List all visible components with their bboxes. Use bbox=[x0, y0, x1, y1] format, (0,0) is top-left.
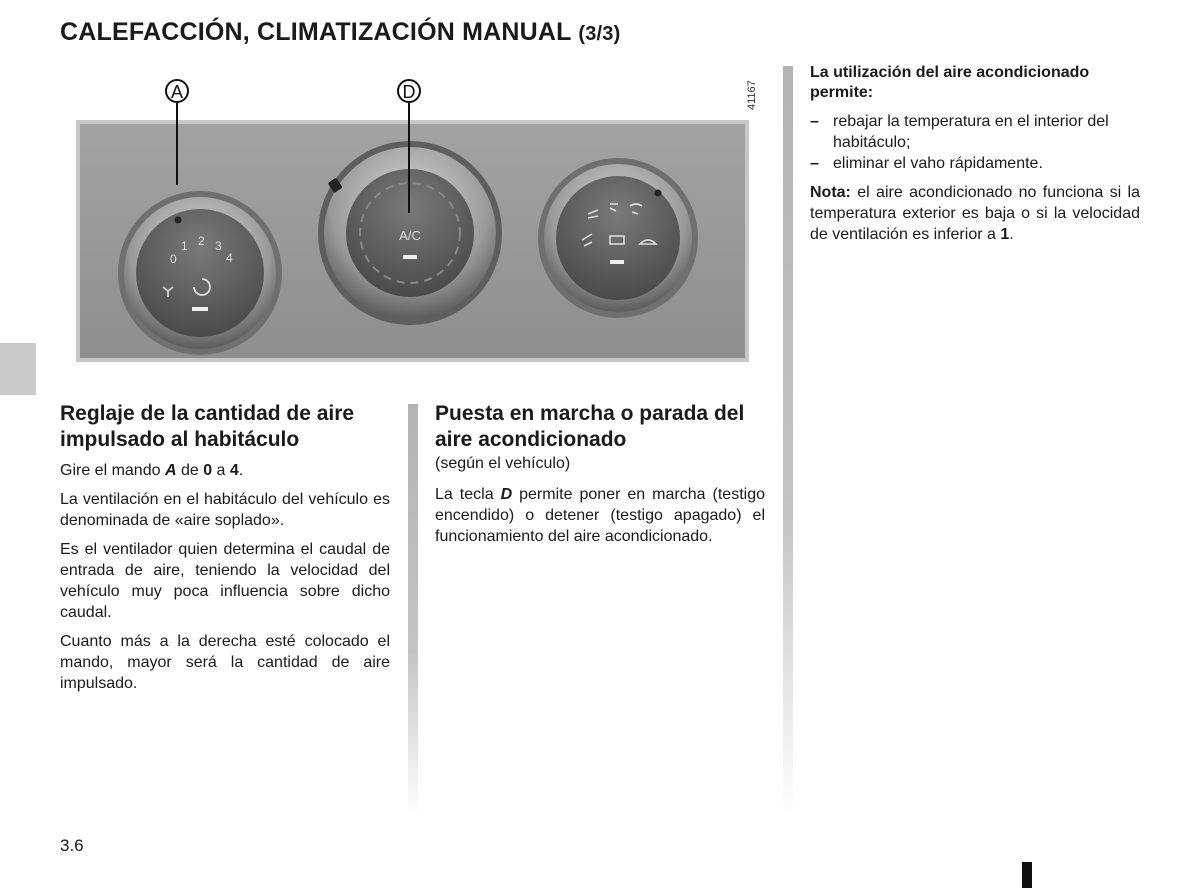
list-item: – rebajar la temperatura en el interior del habitáculo; bbox=[810, 111, 1140, 153]
knob-a-indicator bbox=[192, 307, 208, 311]
middle-column bbox=[435, 401, 765, 555]
control-panel-figure bbox=[60, 65, 765, 370]
knob-air-pointer bbox=[655, 190, 662, 197]
knob-a-scale-1: 1 bbox=[181, 239, 188, 253]
middle-heading: Puesta en marcha o parada del aire acondicionado bbox=[435, 402, 745, 451]
left-p1: Gire el mando A de 0 a 4. bbox=[60, 462, 244, 479]
ac-button-indicator bbox=[403, 255, 417, 259]
left-p2: La ventilación en el habitáculo del vehículo es denominada de «aire soplado». bbox=[60, 491, 390, 529]
list-item: – eliminar el vaho rápidamente. bbox=[810, 153, 1140, 174]
knob-a-scale-2: 2 bbox=[198, 234, 205, 248]
callout-d-label: D bbox=[402, 82, 416, 102]
page-title: CALEFACCIÓN, CLIMATIZACIÓN MANUAL (3/3) bbox=[60, 18, 621, 46]
left-column bbox=[60, 401, 390, 702]
ac-label: A/C bbox=[399, 228, 421, 243]
figure-reference: 41167 bbox=[746, 80, 758, 110]
knob-a-scale-3: 3 bbox=[215, 239, 222, 253]
right-note: Nota: el aire acondicionado no funciona si la temperatura exterior es baja o si la velocidad de ventilación es inferior a 1. bbox=[810, 184, 1140, 243]
knob-a bbox=[118, 191, 282, 355]
corner-mark bbox=[1022, 862, 1032, 888]
knob-air-distribution bbox=[538, 158, 698, 318]
middle-p1: La tecla D permite poner en marcha (testigo encendido) o detener (testigo apagado) el funcionamiento del aire acondicionado. bbox=[435, 486, 765, 545]
middle-subheading: (según el vehículo) bbox=[435, 455, 571, 472]
right-column bbox=[810, 63, 1140, 253]
knob-air-face bbox=[556, 176, 680, 300]
knob-a-scale-4: 4 bbox=[226, 251, 233, 265]
left-p4: Cuanto más a la derecha esté colocado el mando, mayor será la cantidad de aire impulsado. bbox=[60, 633, 390, 692]
left-p3: Es el ventilador quien determina el caudal de entrada de aire, teniendo la velocidad del vehículo muy poca influencia sobre dicho caudal. bbox=[60, 541, 390, 621]
knob-a-face bbox=[136, 209, 264, 337]
right-lead: La utilización del aire acondicionado permite: bbox=[810, 64, 1090, 101]
knob-a-pointer bbox=[175, 217, 182, 224]
page-title-part: (3/3) bbox=[578, 23, 621, 45]
page-number: 3.6 bbox=[60, 836, 84, 855]
knob-air-indicator bbox=[610, 260, 624, 264]
right-list bbox=[810, 111, 1140, 174]
left-heading: Reglaje de la cantidad de aire impulsado al habitáculo bbox=[60, 402, 355, 451]
knob-a-scale-0: 0 bbox=[170, 252, 177, 266]
column-divider-right bbox=[783, 66, 793, 816]
column-divider-middle bbox=[408, 404, 418, 816]
section-tab bbox=[0, 343, 36, 395]
callout-a-label: A bbox=[170, 82, 184, 102]
